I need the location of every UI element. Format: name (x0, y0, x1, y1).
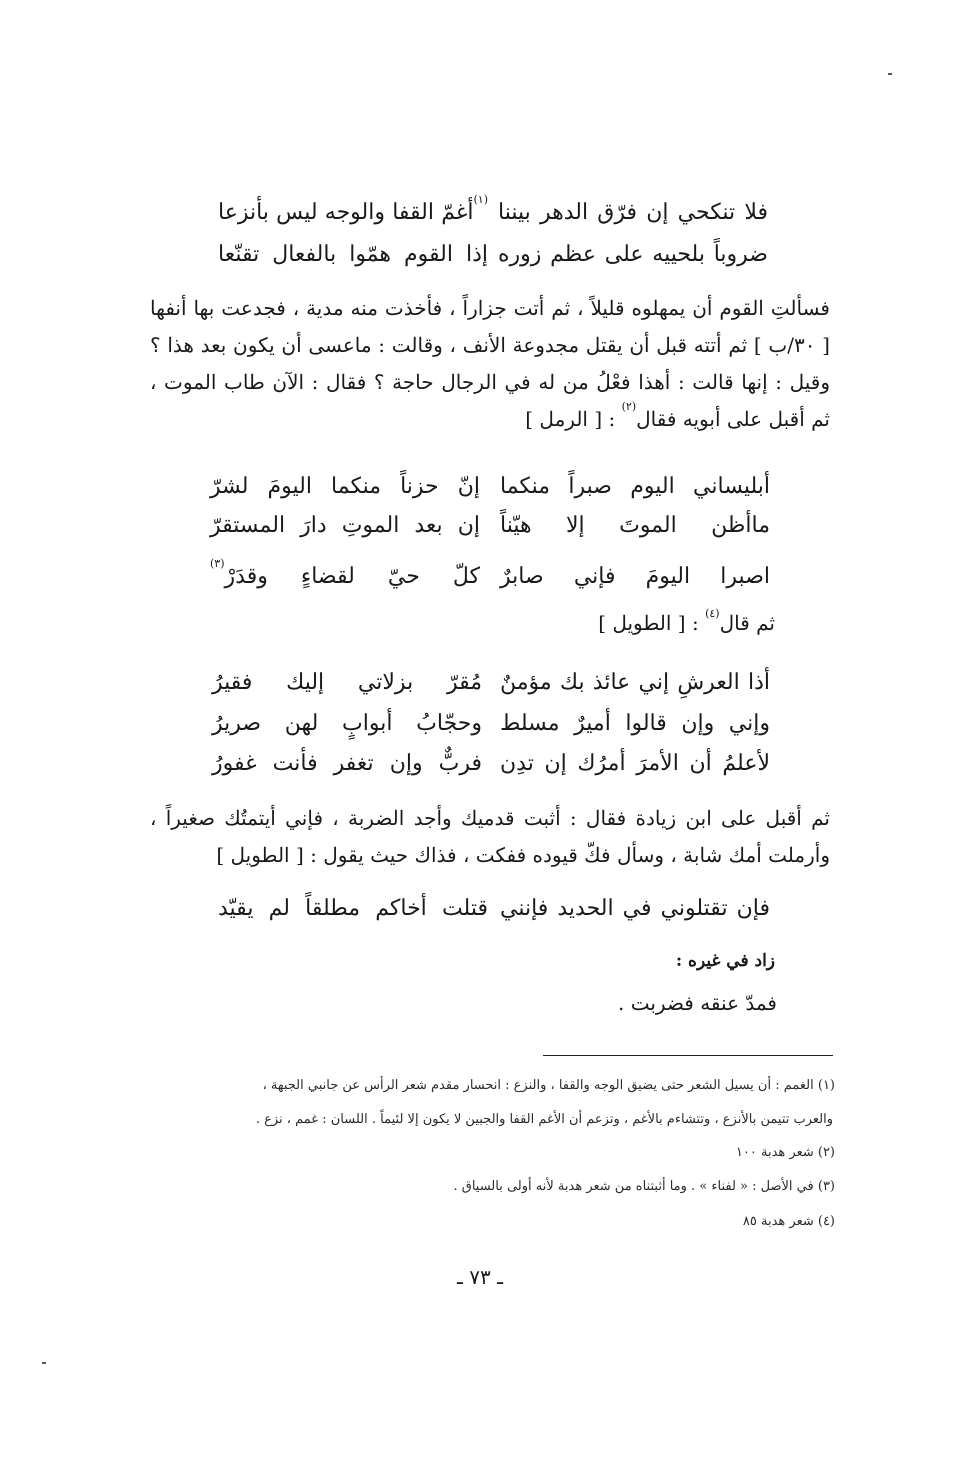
verse-second-hemistich: مُقرّ بزلاتي إليك فقيرُ (212, 670, 482, 695)
verse-first-hemistich: اصبرا اليومَ فإني صابرٌ (500, 564, 770, 589)
hemistich-text: أغمّ القفا والوجه ليس بأنزعا (218, 200, 474, 225)
footnote: (٢) شعر هدبة ١٠٠ (735, 1145, 835, 1160)
verse-second-hemistich (210, 558, 480, 596)
verse-line (210, 507, 770, 545)
addition-label: زاد في غيره : (675, 951, 775, 971)
verse-second-hemistich: إذا القوم همّوا بالفعال تقنّعا (218, 242, 488, 267)
speech-intro (598, 608, 775, 638)
verse-line (218, 236, 768, 274)
footnote: والعرب تتيمن بالأنزع ، وتتشاءم بالأغم ، وتزعم أن الأغم القفا والجبين لا يكون إلا لئيماً . اللسان : غمم ، نزع . (255, 1112, 833, 1127)
verse-first-hemistich: أبليساني اليوم صبراً منكما (500, 474, 770, 499)
prose-paragraph (150, 800, 830, 874)
prose-paragraph (150, 290, 830, 438)
verse-second-hemistich: إنّ حزناً منكما اليومَ لشرّ (210, 474, 480, 499)
paragraph-text: فسألتِ القوم أن يمهلوه قليلاً ، ثم أتت جزاراً ، فأخذت منه مدية ، فجدعت بها أنفها [ ٣٠/ب ] ثم أتته قبل أن يقتل مجدوعة الأنف ، وقالت : ماعسى أن يكون بعد هذا ؟ وقيل : إنها قالت : أهذا فعْلُ من له في الرجال حاجة ؟ فقال : الآن طاب الموت ، ثم أقبل على أبويه فقال (150, 296, 830, 431)
footnote: (١) الغمم : أن يسيل الشعر حتى يضيق الوجه والقفا ، والنزع : انحسار مقدم شعر الرأس عن جانبي الجبهة ، (262, 1078, 835, 1093)
meter-label: : [ الطويل ] (598, 611, 706, 635)
verse-first-hemistich: أذا العرشِ إني عائذ بك مؤمنٌ (500, 670, 770, 695)
verse-first-hemistich: ضروباً بلحييه على عظم زوره (498, 242, 768, 267)
footnote: (٣) في الأصل : « لفناء » . وما أثبتناه من شعر هدبة لأنه أولى بالسياق . (453, 1179, 835, 1194)
verse-first-hemistich: فلا تنكحي إن فرّق الدهر بيننا (498, 200, 768, 225)
page-number: ـ ٧٣ ـ (457, 1265, 503, 1289)
verse-first-hemistich: فإن تقتلوني في الحديد فإنني (500, 896, 770, 921)
meter-label: : [ الرمل ] (525, 407, 622, 431)
verse-line (210, 468, 770, 506)
paragraph-text: ثم أقبل على ابن زيادة فقال : أثبت قدميك وأجد الضربة ، فإني أيتمتُك صغيراً ، وأرملت أمك شابة ، وسأل فكّ قيوده ففكت ، فذاك حيث يقول : [ الطويل ] (150, 806, 830, 867)
footnote: (٤) شعر هدبة ٨٥ (742, 1214, 835, 1229)
scan-speck (42, 1362, 46, 1364)
verse-line (212, 745, 770, 783)
hemistich-text: كلّ حيّ لقضاءٍ وقدَرْ (224, 564, 480, 589)
verse-second-hemistich: قتلت أخاكم مطلقاً لم يقيّد (218, 896, 488, 921)
verse-line (218, 890, 770, 928)
verse-first-hemistich: لأعلمُ أن الأمرَ أمرُك إن تدِن (500, 751, 770, 776)
footnote-ref: (٢) (621, 400, 637, 413)
closing-line: فمدّ عنقه فضربت . (617, 991, 777, 1015)
verse-second-hemistich (218, 194, 488, 232)
verse-first-hemistich: وإني وإن قالوا أميرٌ مسلط (500, 711, 770, 736)
verse-line (210, 558, 770, 596)
verse-second-hemistich: فربٌّ وإن تغفر فأنت غفورُ (212, 751, 482, 776)
verse-second-hemistich: إن بعد الموتِ دارَ المستقرّ (210, 513, 480, 538)
verse-line (218, 194, 768, 232)
verse-second-hemistich: وحجّابُ أبوابٍ لهن صريرُ (212, 711, 482, 736)
verse-line (212, 705, 770, 743)
footnote-separator (543, 1055, 833, 1056)
verse-line (212, 664, 770, 702)
verse-first-hemistich: ماأظن الموتَ إلا هيّناً (500, 513, 770, 538)
footnote-ref: (١) (473, 193, 488, 206)
footnote-ref: (٣) (210, 557, 225, 570)
scan-speck (888, 73, 892, 75)
footnote-ref: (٤) (705, 607, 720, 620)
speech-intro-text: ثم قال (719, 611, 775, 635)
